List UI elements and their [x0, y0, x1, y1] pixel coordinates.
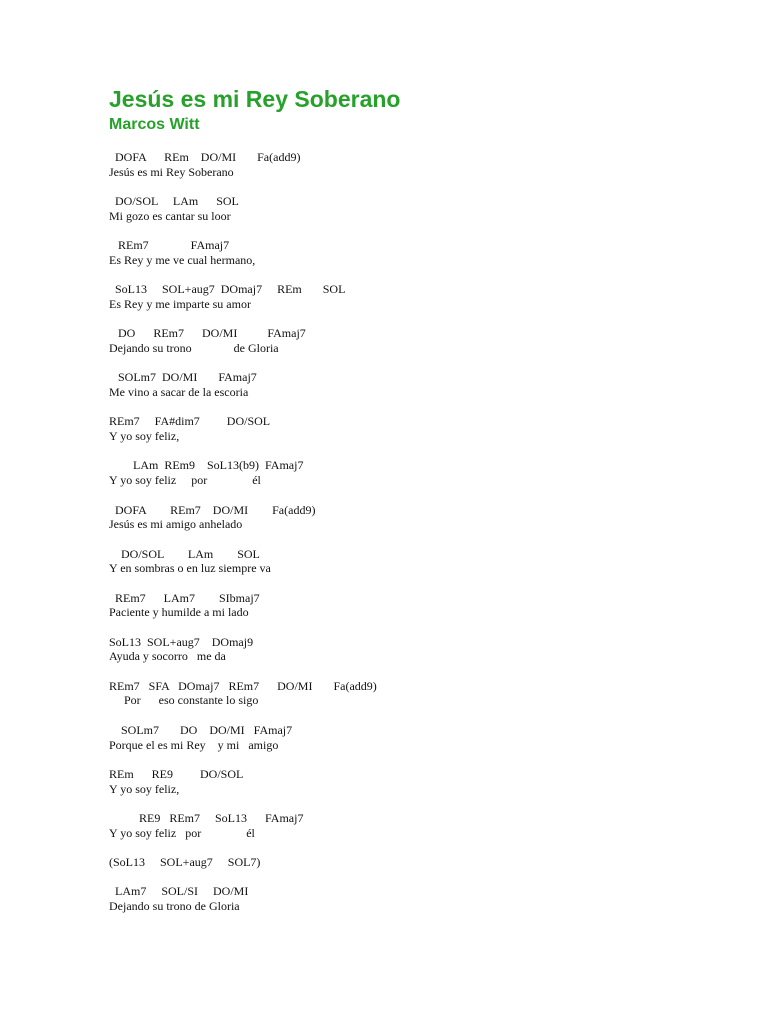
blank-line [109, 223, 729, 238]
blank-line [109, 620, 729, 635]
song-line: Porque el es mi Rey y mi amigo [109, 737, 279, 752]
song-line: SoL13 SOL+aug7 DOmaj7 REm SOL [109, 282, 346, 297]
blank-line [109, 312, 729, 327]
song-title: Jesús es mi Rey Soberano [109, 86, 401, 112]
blank-line [109, 268, 729, 283]
song-line: SoL13 SOL+aug7 DOmaj9 [109, 634, 254, 649]
song-line: Jesús es mi amigo anhelado [109, 517, 243, 532]
blank-line [109, 179, 729, 194]
song-line: DO REm7 DO/MI FAmaj7 [109, 326, 306, 341]
lyrics-with-chords [109, 150, 729, 914]
song-line: REm7 LAm7 SIbmaj7 [109, 590, 260, 605]
blank-line [109, 488, 729, 503]
blank-line [109, 532, 729, 547]
song-line: SOLm7 DO/MI FAmaj7 [109, 370, 257, 385]
blank-line [109, 708, 729, 723]
song-line: Dejando su trono de Gloria [109, 899, 240, 914]
song-line: REm7 FA#dim7 DO/SOL [109, 414, 271, 429]
song-line: REm7 SFA DOmaj7 REm7 DO/MI Fa(add9) [109, 678, 377, 693]
song-line: Y yo soy feliz por él [109, 473, 261, 488]
song-line: DOFA REm DO/MI Fa(add9) [109, 150, 301, 164]
song-line: (SoL13 SOL+aug7 SOL7) [109, 855, 261, 869]
song-line: Es Rey y me imparte su amor [109, 296, 251, 311]
song-line: Es Rey y me ve cual hermano, [109, 252, 256, 267]
blank-line [109, 444, 729, 459]
song-line: Jesús es mi Rey Soberano [109, 164, 234, 179]
song-line: Dejando su trono de Gloria [109, 340, 279, 355]
blank-line [109, 356, 729, 371]
blank-line [109, 796, 729, 811]
song-line: DO/SOL LAm SOL [109, 194, 239, 209]
song-line: RE9 REm7 SoL13 FAmaj7 [109, 810, 304, 825]
song-line: Me vino a sacar de la escoria [109, 385, 249, 399]
blank-line [109, 870, 729, 885]
song-line: Paciente y humilde a mi lado [109, 605, 249, 620]
blank-line [109, 664, 729, 679]
blank-line [109, 400, 729, 415]
song-line: Por eso constante lo sigo [109, 693, 259, 708]
song-line: Y yo soy feliz por él [109, 825, 255, 840]
song-line: DO/SOL LAm SOL [109, 546, 260, 561]
song-line: REm7 FAmaj7 [109, 238, 230, 253]
song-line: DOFA REm7 DO/MI Fa(add9) [109, 502, 316, 517]
song-line: REm RE9 DO/SOL [109, 766, 244, 781]
blank-line [109, 576, 729, 591]
song-line: LAm7 SOL/SI DO/MI [109, 884, 249, 899]
song-line: Ayuda y socorro me da [109, 649, 226, 664]
song-artist: Marcos Witt [109, 116, 200, 133]
song-line: Y yo soy feliz, [109, 429, 180, 444]
song-line: SOLm7 DO DO/MI FAmaj7 [109, 722, 293, 737]
blank-line [109, 752, 729, 767]
blank-line [109, 840, 729, 855]
song-line: LAm REm9 SoL13(b9) FAmaj7 [109, 458, 304, 473]
song-line: Y en sombras o en luz siempre va [109, 561, 271, 576]
song-line: Mi gozo es cantar su loor [109, 208, 231, 223]
song-line: Y yo soy feliz, [109, 781, 180, 796]
